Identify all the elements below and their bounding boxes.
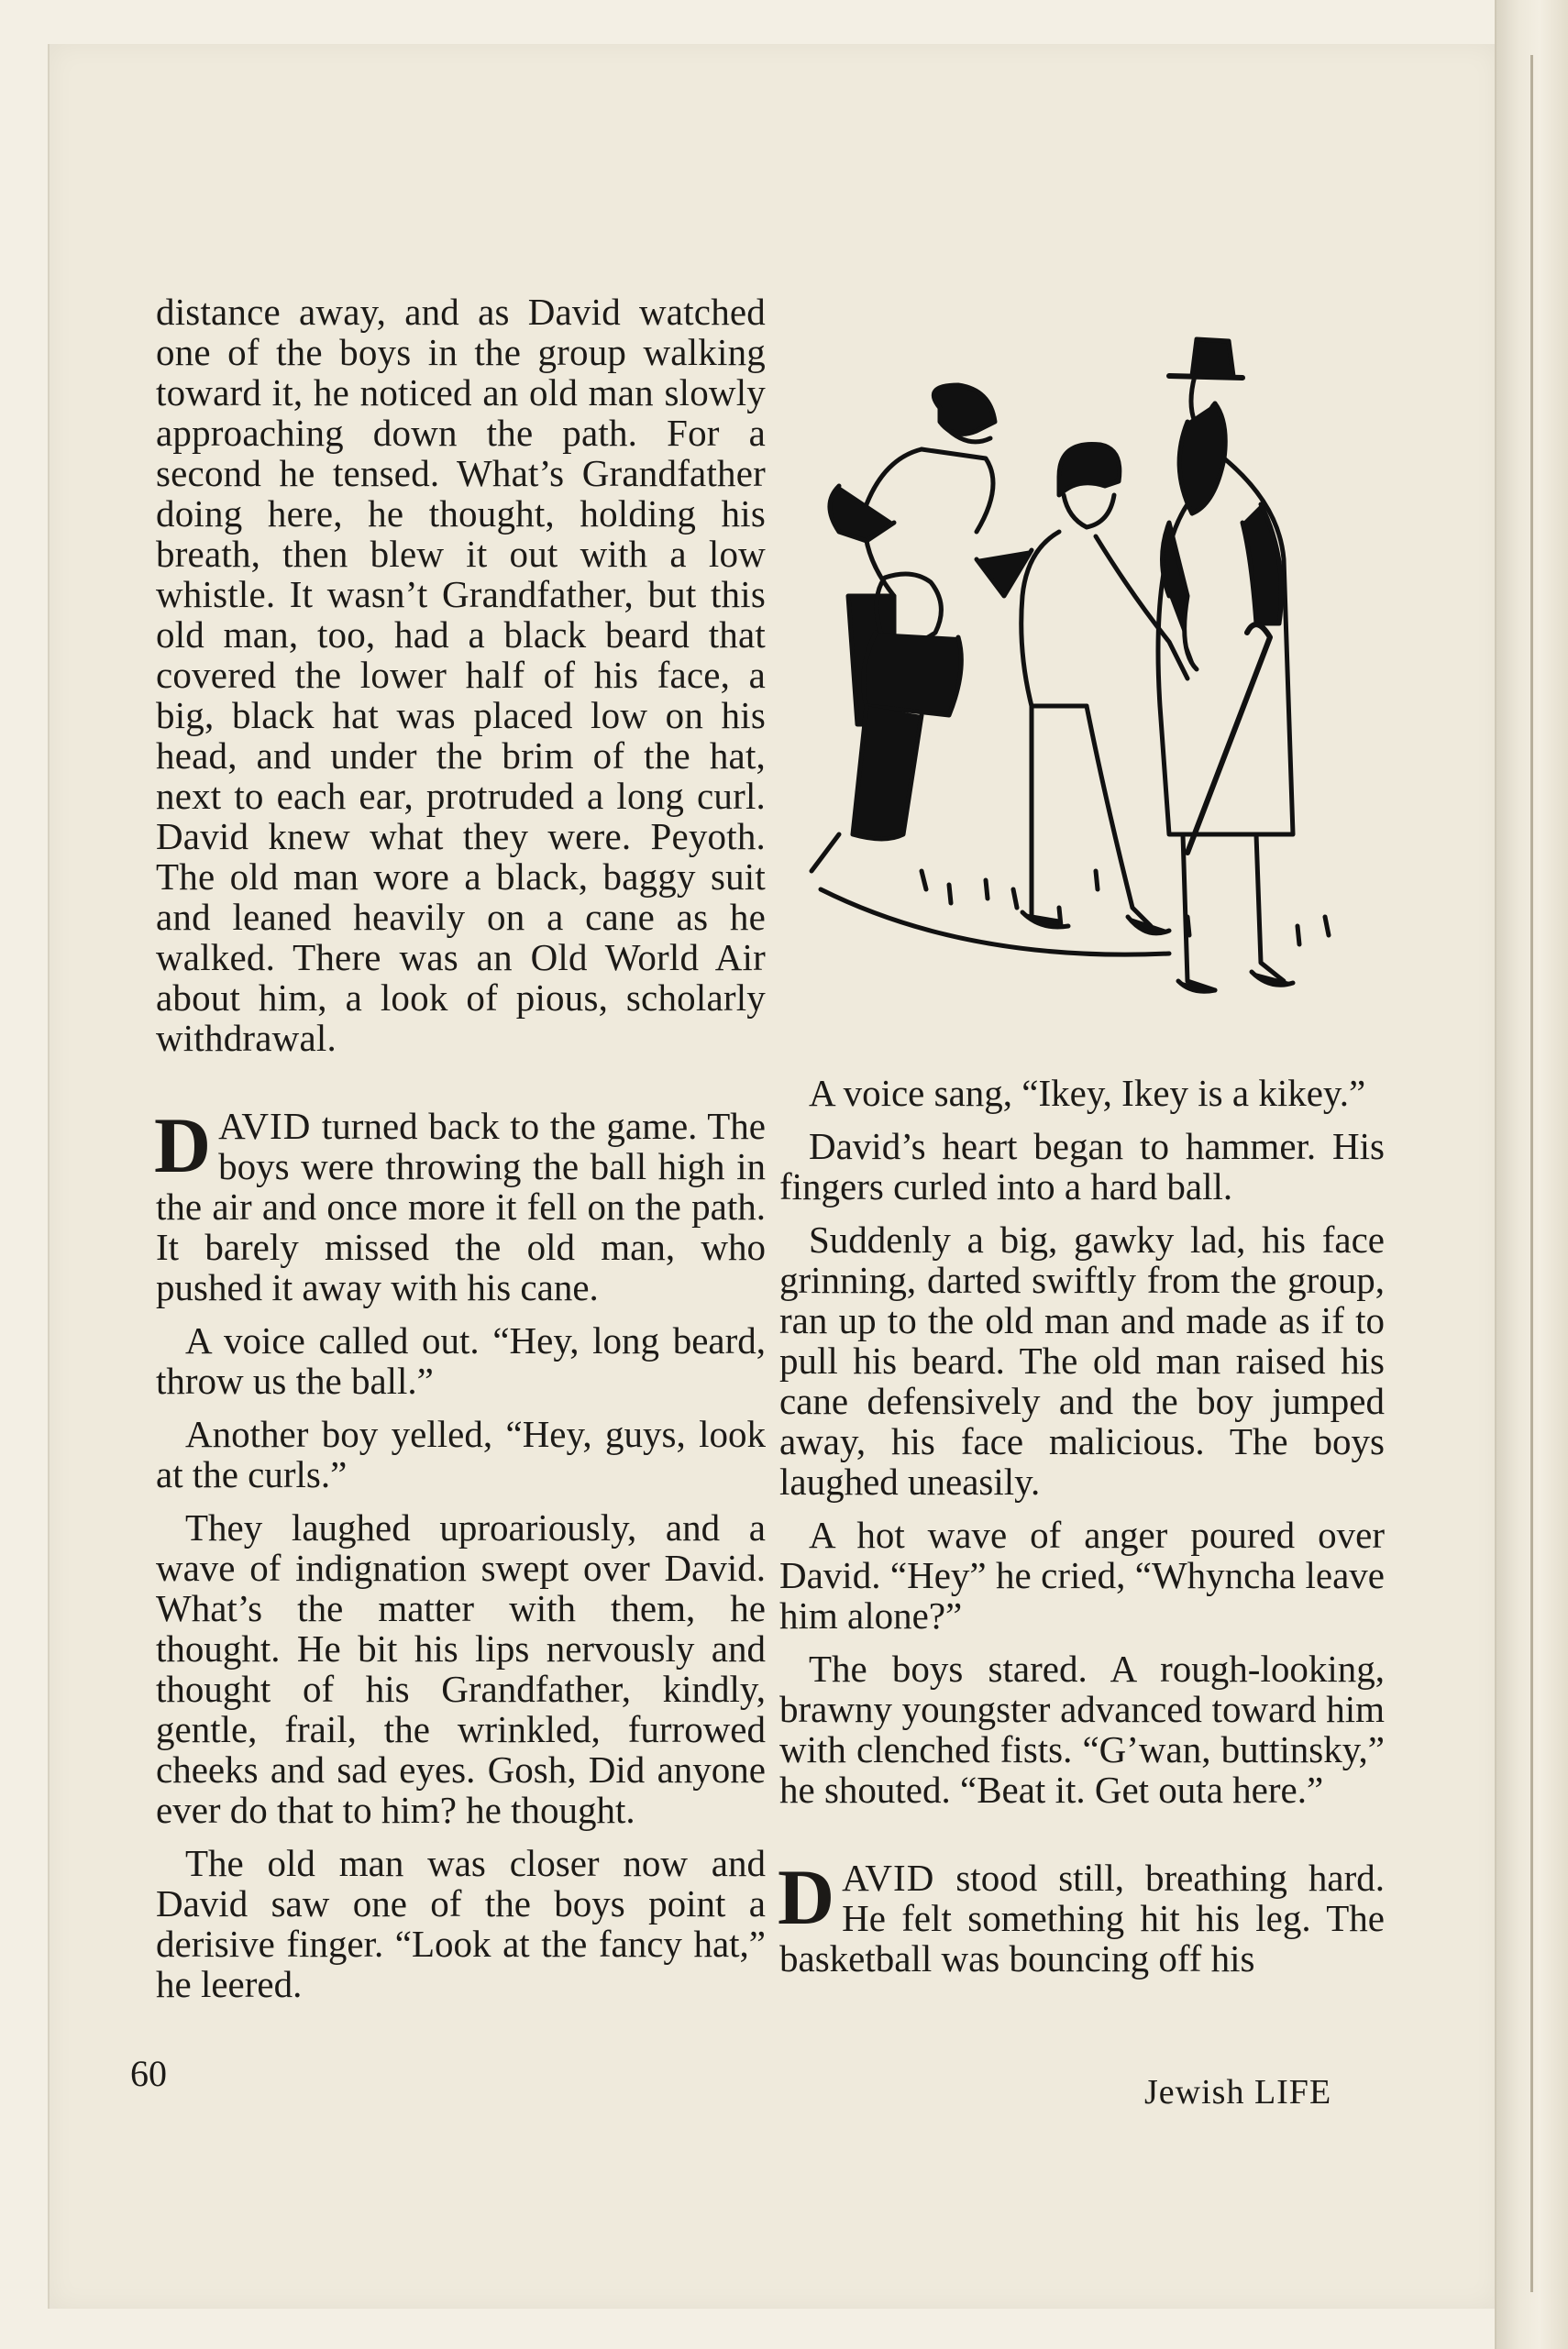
smallcaps-lead: AVID xyxy=(842,1857,935,1899)
paragraph: The old man was closer now and David saw one of the boys point a derisive finger. “Look at the fancy hat,” he leered. xyxy=(156,1842,766,2005)
spine-edge xyxy=(1530,55,1533,2292)
book-spine xyxy=(1495,0,1568,2349)
paragraph: A hot wave of anger poured over David. “Hey” he cried, “Whyncha leave him alone?” xyxy=(779,1514,1385,1637)
paragraph-text: turned back to the game. The boys were throwing the ball high in the air and once more it fell on the path. It barely missed the old man, who pushed it away with his cane. xyxy=(156,1105,766,1308)
paragraph: They laughed uproariously, and a wave of indignation swept over David. What’s the matter with them, he thought. He bit his lips nervously and thought of his Grandfather, kindly, gentle, frail, the wrinkled, furrowed cheeks and sad eyes. Gosh, Did anyone ever do that to him? he thought. xyxy=(156,1506,766,1831)
page-number: 60 xyxy=(130,2053,167,2094)
smallcaps-lead: AVID xyxy=(218,1105,312,1147)
paragraph: distance away, and as David watched one of the boys in the group walking toward it, he noticed an old man slowly approaching down the path. For a second he tensed. What’s Grandfather doing here, he thought, holding his breath, then blew it out with a low whistle. It wasn’t Grandfather, but this old man, too, had a black beard that covered the lower half of his face, a big, black hat was placed low on his head, and under the brim of the hat, next to each ear, protruded a long curl. David knew what they were. Peyoth. The old man wore a black, baggy suit and leaned heavily on a cane as he walked. There was an Old World Air about him, a look of pious, scholarly withdrawal. xyxy=(156,291,766,1059)
left-text-column xyxy=(156,292,766,2004)
paragraph: Another boy yelled, “Hey, guys, look at the curls.” xyxy=(156,1413,766,1495)
drop-cap: D xyxy=(778,1853,835,1941)
paragraph: A voice sang, “Ikey, Ikey is a kikey.” xyxy=(809,1072,1366,1114)
paragraph: A voice called out. “Hey, long beard, throw us the ball.” xyxy=(156,1319,766,1402)
paragraph: Suddenly a big, gawky lad, his face grinning, darted swiftly from the group, ran up to the old man and made as if to pull his beard. The old man raised his cane defensively and the boy jumped away, his face malicious. The boys laughed uneasily. xyxy=(779,1219,1385,1503)
paragraph-dropcap xyxy=(154,1101,766,1308)
drop-cap: D xyxy=(154,1101,212,1189)
paragraph-text: stood still, breathing hard. He felt something hit his leg. The basketball was bouncing off his xyxy=(779,1857,1385,1980)
paragraph-dropcap xyxy=(778,1853,1385,1980)
paragraph: The boys stared. A rough-looking, brawny youngster advanced toward him with clenched fists. “G’wan, buttinsky,” he shouted. “Beat it. Get outa here.” xyxy=(779,1648,1385,1811)
publication-title: Jewish LIFE xyxy=(1144,2073,1332,2112)
right-text-column xyxy=(779,1073,1385,1979)
story-illustration xyxy=(784,321,1408,1050)
paragraph: David’s heart began to hammer. His fingers curled into a hard ball. xyxy=(779,1125,1385,1208)
